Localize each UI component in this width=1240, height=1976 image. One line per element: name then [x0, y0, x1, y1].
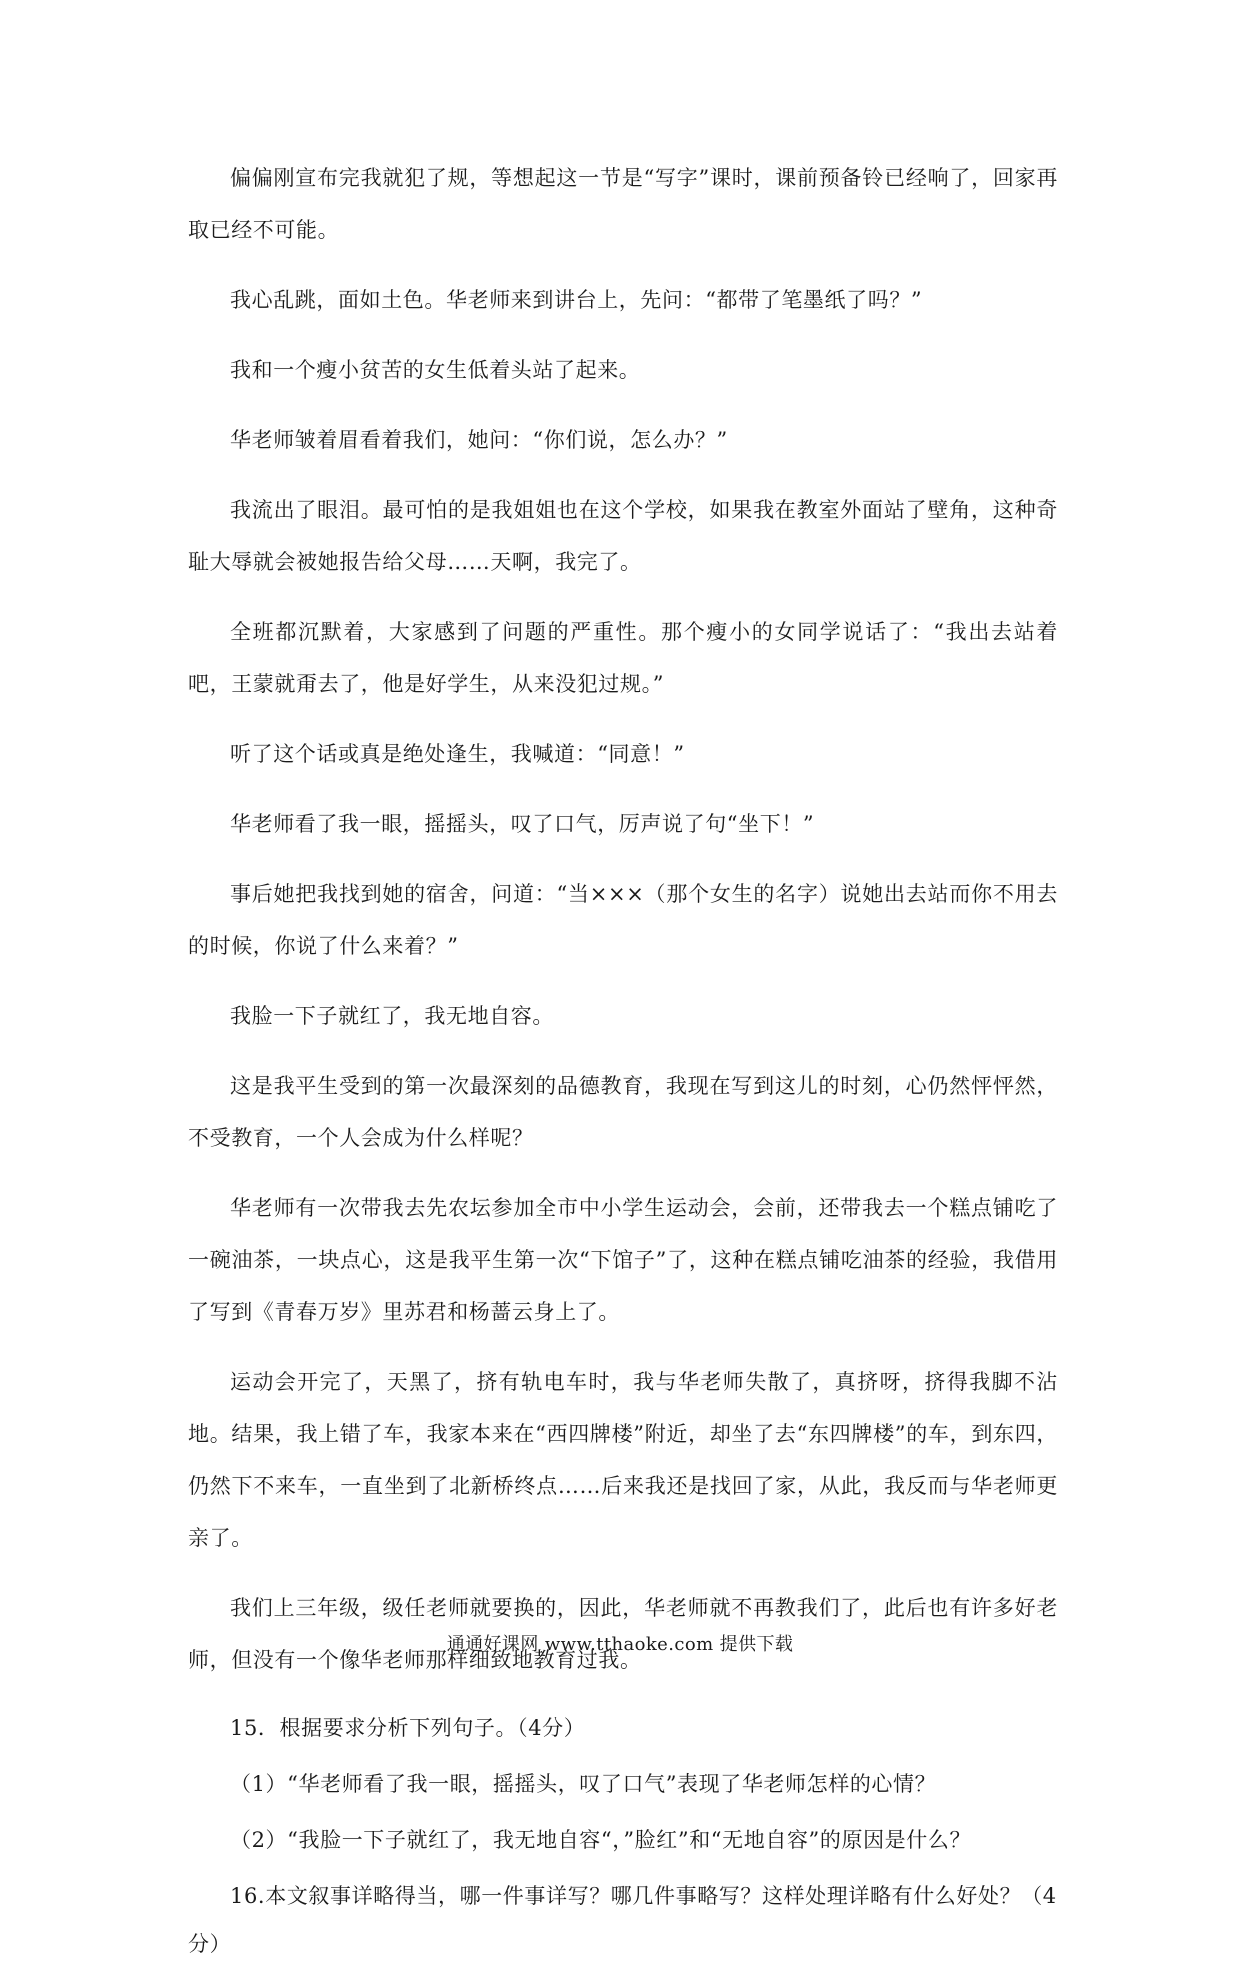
paragraph-1: 偏偏刚宣布完我就犯了规，等想起这一节是“写字”课时，课前预备铃已经响了，回家再取已经不可能。	[188, 166, 1058, 242]
paragraph-4: 华老师皱着眉看着我们，她问：“你们说，怎么办？”	[230, 428, 728, 452]
page-footer: 通通好课网 www.tthaoke.com 提供下载	[446, 1634, 794, 1655]
paragraph-9: 事后她把我找到她的宿舍，问道：“当×××（那个女生的名字）说她出去站而你不用去的时候，你说了什么来着？”	[188, 882, 1058, 958]
paragraph-5: 我流出了眼泪。最可怕的是我姐姐也在这个学校，如果我在教室外面站了壁角，这种奇耻大辱就会被她报告给父母……天啊，我完了。	[188, 498, 1058, 574]
questions-section	[188, 1704, 1058, 1968]
paragraph-2: 我心乱跳，面如土色。华老师来到讲台上，先问：“都带了笔墨纸了吗？”	[230, 288, 923, 312]
paragraph-3: 我和一个瘦小贫苦的女生低着头站了起来。	[230, 358, 641, 382]
question-15-part-2: （2）“我脸一下子就红了，我无地自容“，”脸红”和“无地自容”的原因是什么？	[230, 1828, 972, 1852]
paragraph-6: 全班都沉默着，大家感到了问题的严重性。那个瘦小的女同学说话了：“我出去站着吧，王蒙就甭去了，他是好学生，从来没犯过规。”	[188, 620, 1058, 696]
paragraph-14: 我们上三年级，级任老师就要换的，因此，华老师就不再教我们了，此后也有许多好老师，但没有一个像华老师那样细致地教育过我。	[188, 1596, 1058, 1672]
paragraph-10: 我脸一下子就红了，我无地自容。	[230, 1004, 554, 1028]
paragraph-8: 华老师看了我一眼，摇摇头，叹了口气，厉声说了句“坐下！”	[230, 812, 815, 836]
paragraph-11: 这是我平生受到的第一次最深刻的品德教育，我现在写到这儿的时刻，心仍然怦怦然，不受教育，一个人会成为什么样呢？	[188, 1074, 1058, 1150]
question-16: 16.本文叙事详略得当，哪一件事详写？哪几件事略写？这样处理详略有什么好处？（4分）	[188, 1884, 1057, 1956]
paragraph-7: 听了这个话或真是绝处逢生，我喊道：“同意！”	[230, 742, 685, 766]
paragraph-13: 运动会开完了，天黑了，挤有轨电车时，我与华老师失散了，真挤呀，挤得我脚不沾地。结果，我上错了车，我家本来在“西四牌楼”附近，却坐了去“东四牌楼”的车，到东四，仍然下不来车，一直坐到了北新桥终点……后来我还是找回了家，从此，我反而与华老师更亲了。	[188, 1370, 1058, 1550]
question-15-part-1: （1）“华老师看了我一眼，摇摇头，叹了口气”表现了华老师怎样的心情？	[230, 1772, 937, 1796]
question-15-title: 15．根据要求分析下列句子。（4分）	[230, 1716, 586, 1740]
paragraph-12: 华老师有一次带我去先农坛参加全市中小学生运动会，会前，还带我去一个糕点铺吃了一碗油茶，一块点心，这是我平生第一次“下馆子”了，这种在糕点铺吃油茶的经验，我借用了写到《青春万岁》里苏君和杨蔷云身上了。	[188, 1196, 1058, 1324]
article-body	[188, 152, 1058, 1976]
